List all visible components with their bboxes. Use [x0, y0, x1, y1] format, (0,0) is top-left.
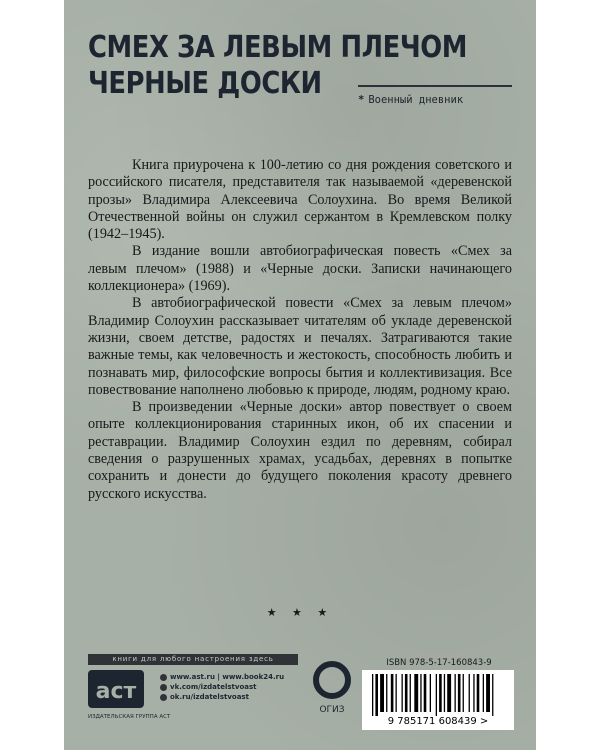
- title-rule: [358, 85, 512, 87]
- barcode-bar: [477, 674, 480, 712]
- barcode-bar: [402, 674, 403, 712]
- annotation-paragraph: В автобиографической повести «Смех за левым плечом» Владимир Солоухин рассказывает читателям об укладе деревенской жизни, своем детстве, радостях и печалях. Затрагиваются такие важные темы, как человечность и жестокость, способность любить и познавать мир, философские вопросы бытия и коллективизация. Все повествование наполнено любовью к природе, людям, родному краю.: [88, 295, 512, 398]
- barcode-digits: 9 785171 608439 >: [362, 716, 514, 727]
- barcode-bar: [473, 674, 474, 712]
- publisher-caption: ИЗДАТЕЛЬСКАЯ ГРУППА АСТ: [88, 714, 171, 720]
- link-text: ok.ru/izdatelstvoast: [170, 693, 249, 701]
- barcode-bar: [420, 674, 421, 712]
- annotation-text: [88, 157, 512, 503]
- section-separator: ★ ★ ★: [266, 606, 334, 619]
- ok-icon: [160, 694, 167, 701]
- barcode-bar: [372, 674, 373, 716]
- link-ok[interactable]: [160, 692, 310, 702]
- barcode-bar: [447, 674, 451, 712]
- publisher-links: [160, 672, 310, 702]
- barcode-bar: [396, 674, 397, 712]
- annotation-paragraph: В издание вошли автобиографическая повесть «Смех за левым плечом» (1988) и «Черные доски. Записки начинающего коллекционера» (1969).: [88, 243, 512, 295]
- barcode-bar: [410, 674, 411, 712]
- barcode-bar: [380, 674, 384, 712]
- barcode-bar: [405, 674, 408, 712]
- link-website[interactable]: [160, 672, 310, 682]
- annotation-paragraph: Книга приурочена к 100-летию со дня рождения советского и российского писателя, представителя так называемой «деревенской прозы» Владимира Алексеевича Солоухина. Во время Великой Отечественной войны он служил сержантом в Кремлевском полку (1942–1945).: [88, 157, 512, 243]
- barcode-bar: [439, 674, 442, 712]
- publisher-slogan: книги для любого настроения здесь: [88, 654, 298, 665]
- barcode-bar: [391, 674, 394, 712]
- ogiz-logo-icon: [312, 660, 352, 718]
- barcode-bar: [458, 674, 461, 712]
- ast-logo-text: аст: [95, 679, 137, 704]
- book-title: [88, 30, 468, 102]
- link-vk[interactable]: [160, 682, 310, 692]
- annotation-paragraph: В произведении «Черные доски» автор повествует о своем опыте коллекционирования старинных икон, об их спасении и реставрации. Владимир Солоухин ездил по деревням, собирал сведения о разрушенных храмах, усадьбах, деревнях в попытке сохранить и донести до будущего поколения красоту древнего русского искусства.: [88, 399, 512, 502]
- link-text: vk.com/izdatelstvoast: [170, 683, 257, 691]
- barcode-bar: [386, 674, 387, 712]
- series-subtitle: [358, 94, 528, 106]
- ast-logo-icon: [88, 668, 144, 712]
- asterisk-icon: *: [358, 94, 365, 106]
- isbn-label: ISBN 978-5-17-160843-9: [386, 658, 492, 668]
- ogiz-logo-text: ОГИЗ: [319, 705, 345, 715]
- barcode-bar: [436, 674, 437, 716]
- barcode-bar: [414, 674, 418, 712]
- title-line-1: СМЕХ ЗА ЛЕВЫМ ПЛЕЧОМ: [88, 30, 468, 65]
- barcode-bar: [486, 674, 490, 712]
- barcode-bar: [492, 674, 493, 716]
- barcode-bar: [424, 674, 427, 712]
- vk-icon: [160, 684, 167, 691]
- book-back-cover: [64, 0, 536, 750]
- barcode-bar: [483, 674, 484, 712]
- link-text: www.ast.ru | www.book24.ru: [170, 673, 285, 681]
- series-subtitle-text: Военный дневник: [368, 94, 464, 106]
- barcode-bar: [463, 674, 464, 712]
- barcode-bar: [430, 674, 431, 712]
- barcode-bar: [375, 674, 378, 716]
- barcode-bar: [455, 674, 456, 712]
- title-line-2: ЧЕРНЫЕ ДОСКИ: [88, 66, 322, 101]
- barcode-icon: [362, 670, 514, 716]
- barcode-bar: [444, 674, 445, 712]
- globe-icon: [160, 674, 167, 681]
- barcode-bar: [469, 674, 470, 712]
